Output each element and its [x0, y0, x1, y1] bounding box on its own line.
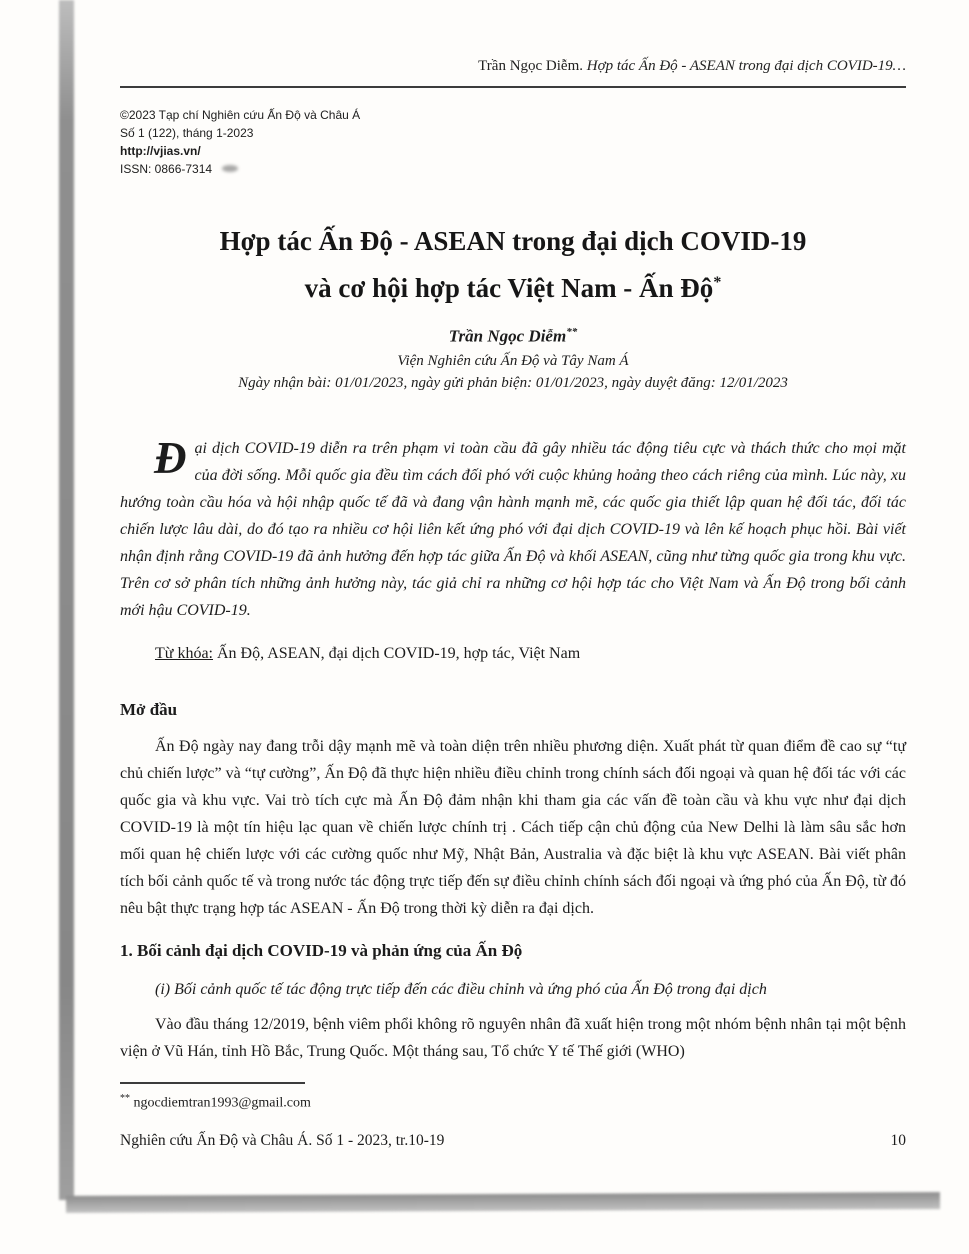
abstract-paragraph — [120, 432, 906, 624]
title-footnote-marker: * — [713, 274, 722, 291]
masthead-issue: Số 1 (122), tháng 1-2023 — [120, 126, 254, 140]
author-footnote-marker: ** — [566, 326, 578, 338]
footer-page-number: 10 — [890, 1132, 906, 1149]
intro-heading: Mở đầu — [120, 699, 178, 719]
abstract-text: ại dịch COVID-19 diễn ra trên phạm vi toàn cầu đã gây nhiều tác động tiêu cực và thách thức cho mọi mặt của đời sống. Mỗi quốc gia đều tìm cách đối phó với cuộc khủng hoảng theo cách riêng của mình. Lúc này, xu hướng toàn cầu hóa và hội nhập quốc tế đã và đang vận hành mạnh mẽ, các quốc gia thiết lập quan hệ đối tác, đối tác chiến lược lâu dài, do đó tạo ra nhiều cơ hội liên kết ứng phó với đại dịch COVID-19 và lên kế hoạch phục hồi. Bài viết nhận định rằng COVID-19 đã ảnh hưởng đến hợp tác giữa Ấn Độ và khối ASEAN, cũng như từng quốc gia trong khu vực. Trên cơ sở phân tích những ảnh hưởng này, tác giả chỉ ra những cơ hội hợp tác cho Việt Nam và Ấn Độ trong bối cảnh mới hậu COVID-19. — [120, 439, 906, 619]
article-title — [120, 220, 906, 309]
article-title-line2: và cơ hội hợp tác Việt Nam - Ấn Độ* — [304, 273, 722, 303]
section1-heading: 1. Bối cảnh đại dịch COVID-19 và phản ứng của Ấn Độ — [120, 940, 523, 960]
scan-shadow-bottom — [66, 1192, 940, 1213]
section1-paragraph: Vào đầu tháng 12/2019, bệnh viêm phổi không rõ nguyên nhân đã xuất hiện trong một nhóm bệnh nhân tại một bệnh viện ở Vũ Hán, tỉnh Hồ Bắc, Trung Quốc. Một tháng sau, Tổ chức Y tế Thế giới (WHO) — [120, 1015, 906, 1060]
page-footer — [120, 1132, 906, 1150]
abstract-dropcap: Đ — [154, 432, 187, 483]
author-name: Trần Ngọc Diễm — [448, 326, 567, 346]
submission-dates: Ngày nhận bài: 01/01/2023, ngày gửi phản biện: 01/01/2023, ngày duyệt đăng: 12/01/2023 — [238, 374, 788, 391]
footnote-marker: ** — [120, 1093, 130, 1104]
masthead-issn: ISSN: 0866-7314 — [120, 162, 213, 176]
section1-subheading: (i) Bối cảnh quốc tế tác động trực tiếp đến các điều chỉnh và ứng phó của Ấn Độ trong đại dịch — [155, 980, 767, 998]
author-line — [120, 320, 906, 349]
scan-shadow-left — [59, 0, 74, 1200]
masthead-website: http://vjias.vn/ — [120, 144, 201, 158]
footer-journal-info: Nghiên cứu Ấn Độ và Châu Á. Số 1 - 2023, tr.10-19 — [120, 1132, 445, 1149]
footnote-rule — [120, 1082, 305, 1084]
intro-paragraph: Ấn Độ ngày nay đang trỗi dậy mạnh mẽ và toàn diện trên nhiều phương diện. Xuất phát từ quan điểm đề cao sự “tự chủ chiến lược” và “tự cường”, Ấn Độ đã thực hiện nhiều điều chỉnh trong chính sách đối ngoại và quan hệ đối tác với các quốc gia và khu vực. Vai trò tích cực mà Ấn Độ đảm nhận khi tham gia các vấn đề toàn cầu và khu vực như đại dịch COVID-19 là một tín hiệu lạc quan về chiến lược chính trị . Cách tiếp cận chủ động của New Delhi là làm sâu sắc hơn mối quan hệ chiến lược với các cường quốc như Mỹ, Nhật Bản, Australia và đặc biệt là khu vực ASEAN. Bài viết phân tích bối cảnh quốc tế và trong nước tác động trực tiếp đến sự điều chỉnh chính sách đối ngoại và ứng phó của Ấn Độ, từ đó nêu bật thực trạng hợp tác ASEAN - Ấn Độ trong thời kỳ diễn ra đại dịch. — [120, 737, 906, 917]
masthead — [120, 106, 906, 178]
running-header-title: Hợp tác Ấn Độ - ASEAN trong đại dịch COVID-19… — [586, 58, 906, 74]
page-content — [120, 0, 906, 1065]
running-header — [120, 0, 906, 88]
masthead-copyright: ©2023 Tạp chí Nghiên cứu Ấn Độ và Châu Á — [120, 108, 361, 122]
article-title-line1: Hợp tác Ấn Độ - ASEAN trong đại dịch COVID-19 — [219, 226, 807, 256]
keywords-text: Ấn Độ, ASEAN, đại dịch COVID-19, hợp tác, Việt Nam — [217, 644, 581, 662]
running-header-author: Trần Ngọc Diễm. — [478, 58, 587, 74]
footnote-block — [120, 1082, 311, 1112]
footnote-text — [120, 1093, 311, 1112]
keywords-line — [120, 640, 906, 667]
footnote-email: ngocdiemtran1993@gmail.com — [130, 1095, 311, 1111]
keywords-label: Từ khóa: — [155, 644, 213, 662]
author-affiliation: Viện Nghiên cứu Ấn Độ và Tây Nam Á — [397, 352, 629, 369]
